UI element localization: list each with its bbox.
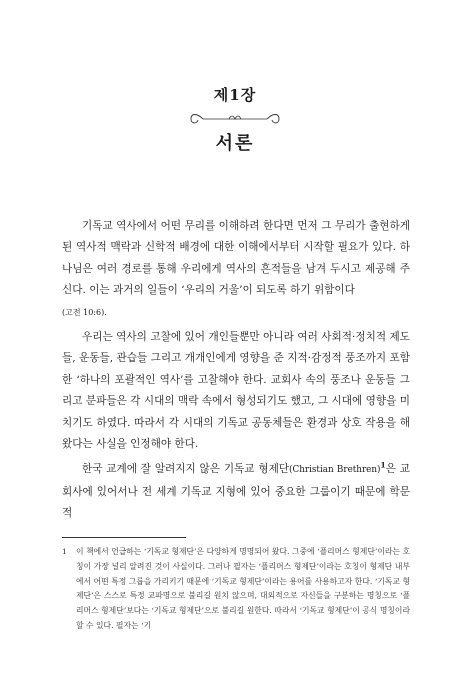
chapter-number: 제1장 — [213, 86, 257, 104]
paragraph-3-text-before: 한국 교계에 잘 알려지지 않은 기독교 형제단 — [82, 463, 290, 476]
footnote-divider — [62, 537, 186, 538]
footnote — [62, 545, 410, 634]
paragraph-1-text: 기독교 역사에서 어떤 무리를 이해하려 한다면 먼저 그 무리가 출현하게 된 역사적 맥락과 신학적 배경에 대한 이해에서부터 시작할 필요가 있다. 하나님은 여러 경로를 통해 우리에게 역사의 흔적들을 남겨 두시고 제공해 주신다. 이는 과거의 일들이 ‘우리의 거울’이 되도록 하기 위함이다 — [62, 220, 410, 297]
paragraph-3-text-after: 은 교회사에 있어서나 전 세계 기독교 지형에 있어 중요한 그룹이기 때문에 학문적 — [62, 463, 410, 520]
body-text — [62, 216, 410, 529]
paragraph-1 — [62, 216, 410, 323]
scripture-reference: (고전 10:6). — [62, 307, 107, 317]
ornament-divider-icon — [185, 109, 285, 129]
paragraph-2: 우리는 역사의 고찰에 있어 개인들뿐만 아니라 여러 사회적·정치적 제도들, 운동들, 관습들 그리고 개개인에게 영향을 준 지적·감정적 풍조까지 포함한 ‘하나의 포괄적인 역사’를 고찰해야 한다. 교회사 속의 풍조나 운동들 그리고 분파들은 각 시대의 맥락 속에서 형성되기도 했고, 그 시대에 영향을 미치기도 하였다. 따라서 각 시대의 기독교 공동체들은 환경과 상호 작용을 해왔다는 사실을 인정해야 한다. — [62, 331, 410, 451]
paragraph-3 — [62, 459, 410, 524]
latin-term: (Christian Brethren) — [289, 465, 381, 476]
footnote-text: 이 책에서 언급하는 ‘기독교 형제단’은 다양하게 명명되어 왔다. 그중에 ‘플리머스 형제단’이라는 호칭이 가장 널리 알려진 것이 사실이다. 그러나 필자는 ‘플리머스 형제단’이라는 호칭이 형제단 내부에서 어떤 특정 그룹을 가리키기 때문에 ‘기독교 형제단’이라는 용어를 사용하고자 한다. ‘기독교 형제단’은 스스로 특정 교파명으로 불리길 원치 않으며, 대외적으로 자신들을 구분하는 명칭으로 ‘플리머스 형제단’보다는 ‘기독교 형제단’으로 불리길 원한다. 따라서 ‘기독교 형제단’이 공식 명칭이라 할 수 있다. 필자는 ‘기 — [76, 547, 410, 630]
footnote-marker[interactable]: 1 — [380, 460, 386, 470]
footnote-number: 1 — [62, 547, 67, 556]
chapter-title: 서론 — [215, 133, 255, 154]
